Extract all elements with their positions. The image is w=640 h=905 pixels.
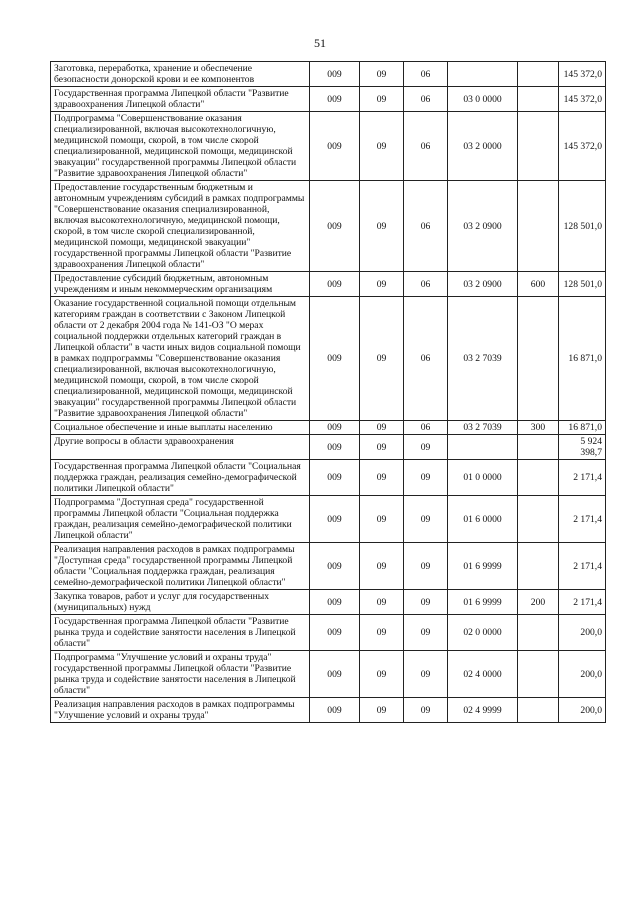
subsection-code-cell: 06 [404, 112, 448, 181]
subsection-code-cell: 09 [404, 460, 448, 496]
table-row [51, 590, 606, 615]
department-code-cell: 009 [310, 543, 360, 590]
section-code-cell: 09 [360, 543, 404, 590]
section-code-cell: 09 [360, 272, 404, 297]
section-code-cell: 09 [360, 112, 404, 181]
section-code-cell: 09 [360, 297, 404, 421]
row-name-cell: Предоставление субсидий бюджетным, автономным учреждениям и иным некоммерческим организациям [51, 272, 310, 297]
table-row [51, 615, 606, 651]
subsection-code-cell: 09 [404, 590, 448, 615]
table-row [51, 181, 606, 272]
target-article-code-cell: 02 4 9999 [448, 698, 518, 723]
row-name-cell: Другие вопросы в области здравоохранения [51, 435, 310, 460]
subsection-code-cell: 09 [404, 615, 448, 651]
expense-type-code-cell [518, 460, 559, 496]
amount-cell: 2 171,4 [559, 496, 606, 543]
department-code-cell: 009 [310, 615, 360, 651]
expense-type-code-cell: 600 [518, 272, 559, 297]
subsection-code-cell: 06 [404, 62, 448, 87]
row-name-cell: Государственная программа Липецкой области "Социальная поддержка граждан, реализация семейно-демографической политики Липецкой области" [51, 460, 310, 496]
department-code-cell: 009 [310, 496, 360, 543]
department-code-cell: 009 [310, 651, 360, 698]
row-name-cell: Предоставление государственным бюджетным и автономным учреждениям субсидий в рамках подпрограммы "Совершенствование оказания специализированной, включая высокотехнологичную, медицинской помощи, скорой, в том числе скорой специализированной, медицинской помощи, медицинской эвакуации" государственной программы Липецкой области "Развитие здравоохранения Липецкой области" [51, 181, 310, 272]
section-code-cell: 09 [360, 87, 404, 112]
table-row [51, 698, 606, 723]
row-name-cell: Государственная программа Липецкой области "Развитие здравоохранения Липецкой области" [51, 87, 310, 112]
department-code-cell: 009 [310, 62, 360, 87]
page-number: 51 [314, 36, 326, 50]
expense-type-code-cell [518, 297, 559, 421]
section-code-cell: 09 [360, 62, 404, 87]
amount-cell: 2 171,4 [559, 590, 606, 615]
table-row [51, 112, 606, 181]
subsection-code-cell: 06 [404, 297, 448, 421]
target-article-code-cell: 01 6 9999 [448, 590, 518, 615]
subsection-code-cell: 09 [404, 698, 448, 723]
department-code-cell: 009 [310, 297, 360, 421]
target-article-code-cell: 03 2 0900 [448, 272, 518, 297]
table-row [51, 543, 606, 590]
department-code-cell: 009 [310, 698, 360, 723]
amount-cell: 128 501,0 [559, 272, 606, 297]
table-row [51, 62, 606, 87]
target-article-code-cell: 01 6 0000 [448, 496, 518, 543]
amount-cell: 2 171,4 [559, 460, 606, 496]
department-code-cell: 009 [310, 421, 360, 435]
expense-type-code-cell [518, 112, 559, 181]
expense-type-code-cell [518, 543, 559, 590]
row-name-cell: Оказание государственной социальной помощи отдельным категориям граждан в соответствии с Законом Липецкой области от 2 декабря 2004 года № 141-ОЗ "О мерах социальной поддержки отдельных категорий граждан в Липецкой области" в части иных видов социальной помощи в рамках подпрограммы "Совершенствование оказания специализированной, включая высокотехнологичную, медицинской помощи, скорой, в том числе скорой специализированной, медицинской помощи, медицинской эвакуации" государственной программы Липецкой области "Развитие здравоохранения Липецкой области" [51, 297, 310, 421]
amount-cell: 145 372,0 [559, 62, 606, 87]
subsection-code-cell: 09 [404, 496, 448, 543]
target-article-code-cell: 02 0 0000 [448, 615, 518, 651]
department-code-cell: 009 [310, 112, 360, 181]
section-code-cell: 09 [360, 590, 404, 615]
table-row [51, 496, 606, 543]
row-name-cell: Реализация направления расходов в рамках подпрограммы "Улучшение условий и охраны труда" [51, 698, 310, 723]
expense-type-code-cell [518, 615, 559, 651]
table-row [51, 297, 606, 421]
row-name-cell: Реализация направления расходов в рамках подпрограммы "Доступная среда" государственной программы Липецкой области "Социальная поддержка граждан, реализация семейно-демографической политики Липецкой области" [51, 543, 310, 590]
subsection-code-cell: 09 [404, 543, 448, 590]
budget-table [50, 61, 606, 723]
table-row [51, 272, 606, 297]
target-article-code-cell: 03 2 7039 [448, 421, 518, 435]
expense-type-code-cell: 200 [518, 590, 559, 615]
row-name-cell: Подпрограмма "Доступная среда" государственной программы Липецкой области "Социальная поддержка граждан, реализация семейно-демографической политики Липецкой области" [51, 496, 310, 543]
table-row [51, 87, 606, 112]
department-code-cell: 009 [310, 272, 360, 297]
section-code-cell: 09 [360, 460, 404, 496]
subsection-code-cell: 09 [404, 651, 448, 698]
expense-type-code-cell [518, 651, 559, 698]
target-article-code-cell: 02 4 0000 [448, 651, 518, 698]
row-name-cell: Заготовка, переработка, хранение и обеспечение безопасности донорской крови и ее компонентов [51, 62, 310, 87]
section-code-cell: 09 [360, 435, 404, 460]
row-name-cell: Подпрограмма "Улучшение условий и охраны труда" государственной программы Липецкой области "Развитие рынка труда и содействие занятости населения в Липецкой области" [51, 651, 310, 698]
department-code-cell: 009 [310, 435, 360, 460]
amount-cell: 128 501,0 [559, 181, 606, 272]
section-code-cell: 09 [360, 615, 404, 651]
expense-type-code-cell [518, 181, 559, 272]
table-row [51, 421, 606, 435]
target-article-code-cell: 01 6 9999 [448, 543, 518, 590]
row-name-cell: Закупка товаров, работ и услуг для государственных (муниципальных) нужд [51, 590, 310, 615]
target-article-code-cell: 03 2 0000 [448, 112, 518, 181]
target-article-code-cell [448, 435, 518, 460]
section-code-cell: 09 [360, 698, 404, 723]
amount-cell: 145 372,0 [559, 112, 606, 181]
section-code-cell: 09 [360, 651, 404, 698]
department-code-cell: 009 [310, 460, 360, 496]
table-row [51, 435, 606, 460]
section-code-cell: 09 [360, 496, 404, 543]
department-code-cell: 009 [310, 181, 360, 272]
subsection-code-cell: 06 [404, 87, 448, 112]
subsection-code-cell: 09 [404, 435, 448, 460]
subsection-code-cell: 06 [404, 181, 448, 272]
expense-type-code-cell [518, 698, 559, 723]
row-name-cell: Государственная программа Липецкой области "Развитие рынка труда и содействие занятости населения в Липецкой области" [51, 615, 310, 651]
amount-cell: 16 871,0 [559, 421, 606, 435]
expense-type-code-cell [518, 496, 559, 543]
target-article-code-cell: 03 2 0900 [448, 181, 518, 272]
target-article-code-cell [448, 62, 518, 87]
subsection-code-cell: 06 [404, 272, 448, 297]
row-name-cell: Социальное обеспечение и иные выплаты населению [51, 421, 310, 435]
expense-type-code-cell [518, 62, 559, 87]
amount-cell: 145 372,0 [559, 87, 606, 112]
section-code-cell: 09 [360, 181, 404, 272]
amount-cell: 200,0 [559, 615, 606, 651]
amount-cell: 16 871,0 [559, 297, 606, 421]
expense-type-code-cell [518, 435, 559, 460]
amount-cell: 200,0 [559, 651, 606, 698]
section-code-cell: 09 [360, 421, 404, 435]
department-code-cell: 009 [310, 590, 360, 615]
expense-type-code-cell [518, 87, 559, 112]
row-name-cell: Подпрограмма "Совершенствование оказания специализированной, включая высокотехнологичную, медицинской помощи, скорой, в том числе скорой специализированной, медицинской помощи, медицинской эвакуации" государственной программы Липецкой области "Развитие здравоохранения Липецкой области" [51, 112, 310, 181]
table-row [51, 651, 606, 698]
expense-type-code-cell: 300 [518, 421, 559, 435]
table-row [51, 460, 606, 496]
department-code-cell: 009 [310, 87, 360, 112]
target-article-code-cell: 03 0 0000 [448, 87, 518, 112]
target-article-code-cell: 03 2 7039 [448, 297, 518, 421]
subsection-code-cell: 06 [404, 421, 448, 435]
amount-cell: 200,0 [559, 698, 606, 723]
amount-cell: 2 171,4 [559, 543, 606, 590]
amount-cell: 5 924 398,7 [559, 435, 606, 460]
target-article-code-cell: 01 0 0000 [448, 460, 518, 496]
